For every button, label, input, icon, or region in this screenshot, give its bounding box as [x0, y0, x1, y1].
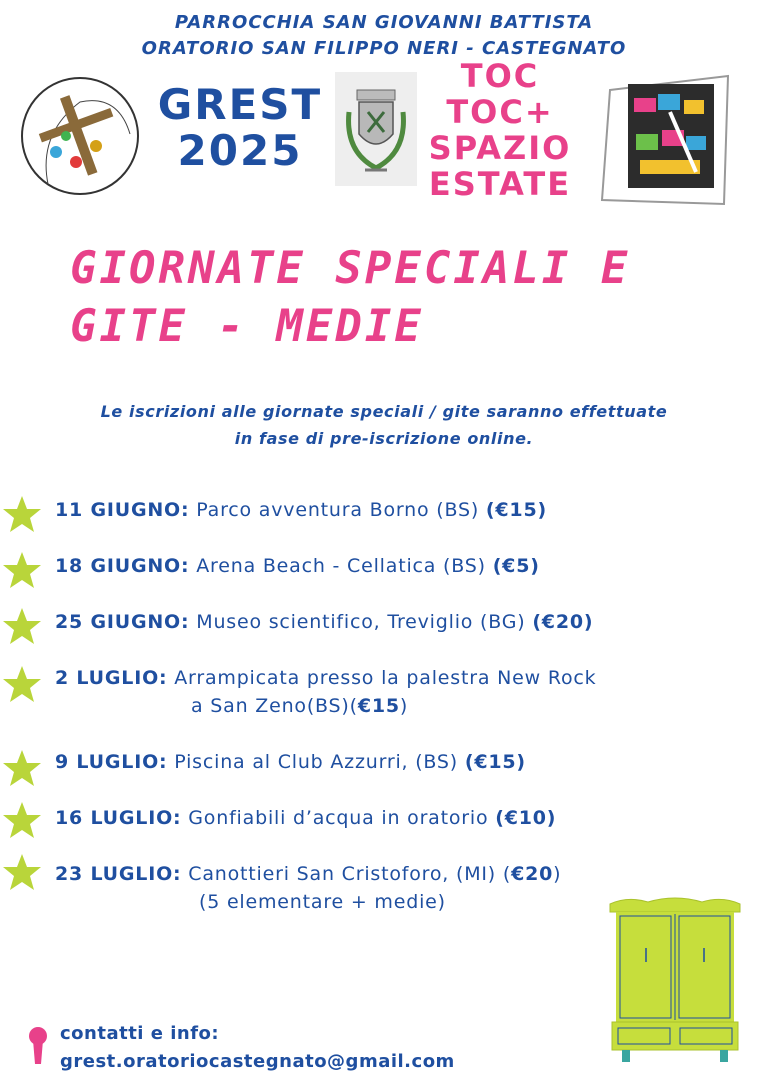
event-date: 23 LUGLIO: — [55, 863, 182, 885]
oratory-title: ORATORIO SAN FILIPPO NERI - CASTEGNATO — [141, 38, 627, 59]
star-icon — [2, 800, 42, 840]
event-desc-end: ) — [553, 863, 562, 885]
event-price: (€10) — [495, 807, 557, 829]
wardrobe-illustration — [608, 896, 742, 1066]
event-price: €15 — [357, 695, 400, 717]
title-line-2: GITE - MEDIE — [70, 301, 424, 352]
event-date: 11 GIUGNO: — [55, 499, 190, 521]
page-title — [70, 240, 750, 356]
contact-block — [60, 1020, 455, 1076]
star-icon — [2, 852, 42, 892]
toc-line-1: TOC — [460, 57, 540, 95]
event-date: 2 LUGLIO: — [55, 667, 168, 689]
event-desc: Piscina al Club Azzurri, (BS) — [167, 751, 465, 773]
event-item — [55, 552, 735, 580]
coat-of-arms — [335, 72, 417, 186]
event-item — [55, 748, 735, 776]
star-icon — [2, 550, 42, 590]
event-date: 25 GIUGNO: — [55, 611, 190, 633]
star-icon — [2, 606, 42, 646]
event-desc: Arena Beach - Cellatica (BS) — [189, 555, 493, 577]
event-desc-cont-end: ) — [399, 695, 409, 717]
event-desc: Parco avventura Borno (BS) — [189, 499, 486, 521]
event-desc: Arrampicata presso la palestra New Rock — [167, 667, 597, 689]
event-desc-continued: (5 elementare + medie) — [199, 891, 446, 913]
event-item — [55, 664, 735, 720]
title-line-1: GIORNATE SPECIALI E — [70, 243, 631, 294]
star-icon — [2, 748, 42, 788]
grest-title — [150, 82, 330, 174]
toc-line-2: TOC+ — [446, 93, 554, 131]
event-item — [55, 608, 735, 636]
toc-toc-logo — [600, 72, 730, 206]
star-icon — [2, 494, 42, 534]
keyhole-icon — [28, 1026, 48, 1066]
event-desc-continued — [55, 692, 735, 720]
toc-toc-title — [420, 58, 580, 202]
intro-line-2: in fase di pre-iscrizione online. — [234, 429, 534, 448]
star-icon — [2, 664, 42, 704]
parish-title: PARROCCHIA SAN GIOVANNI BATTISTA — [174, 12, 594, 33]
contact-label: contatti e info: — [60, 1023, 220, 1044]
contact-email[interactable]: grest.oratoriocastegnato@gmail.com — [60, 1051, 455, 1072]
intro-line-1: Le iscrizioni alle giornate speciali / gite saranno effettuate — [100, 402, 668, 421]
event-price: (€5) — [492, 555, 540, 577]
toc-line-3: SPAZIO — [428, 129, 572, 167]
event-price: (€15) — [485, 499, 547, 521]
grest-year: 2025 — [177, 126, 303, 175]
event-price: (€20) — [532, 611, 594, 633]
event-price: €20 — [511, 863, 554, 885]
toc-line-4: ESTATE — [428, 165, 572, 203]
intro-text — [0, 398, 768, 452]
event-date: 9 LUGLIO: — [55, 751, 168, 773]
event-date: 18 GIUGNO: — [55, 555, 190, 577]
event-desc: Canottieri San Cristoforo, (MI) ( — [181, 863, 512, 885]
event-desc-cont-text: a San Zeno(BS)( — [191, 695, 358, 717]
event-price: (€15) — [464, 751, 526, 773]
grest-word: GREST — [157, 80, 323, 129]
event-date: 16 LUGLIO: — [55, 807, 182, 829]
event-desc: Museo scientifico, Treviglio (BG) — [189, 611, 533, 633]
event-item — [55, 804, 735, 832]
oratorio-logo — [18, 74, 142, 198]
event-item — [55, 496, 735, 524]
event-desc: Gonfiabili d’acqua in oratorio — [181, 807, 496, 829]
